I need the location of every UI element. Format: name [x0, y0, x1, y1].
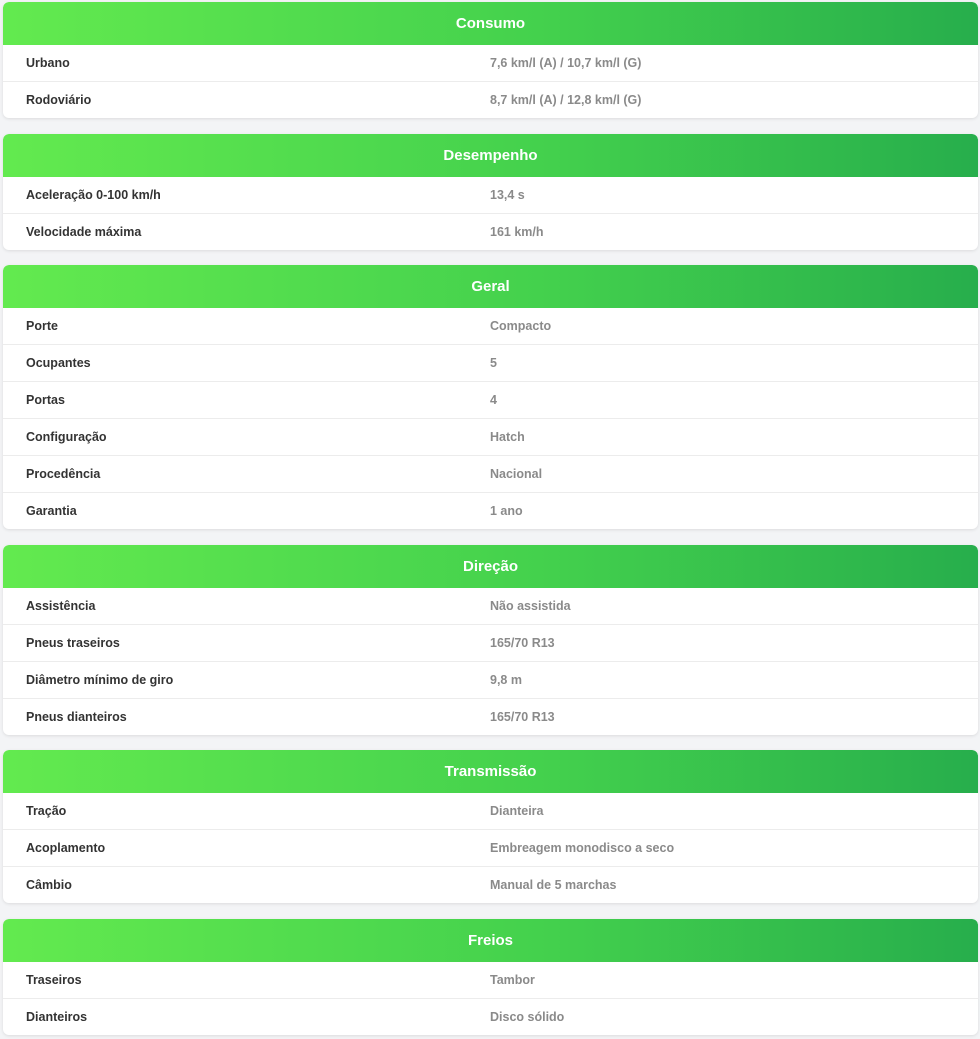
spec-value: Não assistida: [490, 599, 571, 613]
spec-value: Compacto: [490, 319, 552, 333]
spec-row: [3, 177, 978, 214]
spec-row: [3, 382, 978, 419]
section-title: Geral: [3, 265, 978, 308]
spec-value: Tambor: [490, 973, 535, 987]
spec-value: 5: [490, 356, 497, 370]
spec-value: Dianteira: [490, 804, 544, 818]
spec-row: [3, 662, 978, 699]
spec-card-geral: [3, 265, 978, 529]
spec-row: [3, 456, 978, 493]
spec-label: Ocupantes: [26, 356, 91, 370]
spec-value: 9,8 m: [490, 673, 522, 687]
spec-value: Disco sólido: [490, 1010, 565, 1024]
spec-row: [3, 999, 978, 1035]
spec-card-direcao: [3, 545, 978, 735]
spec-label: Portas: [26, 393, 65, 407]
spec-value: 4: [490, 393, 497, 407]
spec-value: Manual de 5 marchas: [490, 878, 617, 892]
section-title: Consumo: [3, 2, 978, 45]
spec-value: 13,4 s: [490, 188, 525, 202]
spec-row: [3, 82, 978, 118]
spec-value: 161 km/h: [490, 225, 544, 239]
spec-value: Nacional: [490, 467, 543, 481]
spec-row: [3, 308, 978, 345]
spec-label: Traseiros: [26, 973, 82, 987]
spec-row: [3, 962, 978, 999]
spec-label: Procedência: [26, 467, 101, 481]
spec-label: Pneus traseiros: [26, 636, 120, 650]
spec-value: 165/70 R13: [490, 710, 555, 724]
spec-value: Hatch: [490, 430, 525, 444]
spec-card-transmissao: [3, 750, 978, 903]
spec-label: Garantia: [26, 504, 77, 518]
spec-row: [3, 588, 978, 625]
spec-value: Embreagem monodisco a seco: [490, 841, 675, 855]
spec-row: [3, 867, 978, 903]
spec-label: Diâmetro mínimo de giro: [26, 673, 174, 687]
spec-value: 7,6 km/l (A) / 10,7 km/l (G): [490, 56, 642, 70]
section-title: Desempenho: [3, 134, 978, 177]
spec-card-freios: [3, 919, 978, 1035]
spec-row: [3, 45, 978, 82]
spec-label: Acoplamento: [26, 841, 106, 855]
section-title: Direção: [3, 545, 978, 588]
spec-label: Pneus dianteiros: [26, 710, 127, 724]
spec-label: Tração: [26, 804, 67, 818]
spec-row: [3, 793, 978, 830]
spec-label: Dianteiros: [26, 1010, 88, 1024]
spec-label: Aceleração 0-100 km/h: [26, 188, 161, 202]
spec-label: Assistência: [26, 599, 96, 613]
spec-row: [3, 493, 978, 529]
spec-label: Velocidade máxima: [26, 225, 142, 239]
spec-value: 8,7 km/l (A) / 12,8 km/l (G): [490, 93, 642, 107]
spec-label: Urbano: [26, 56, 70, 70]
section-title: Transmissão: [3, 750, 978, 793]
spec-row: [3, 214, 978, 250]
spec-label: Porte: [26, 319, 58, 333]
spec-row: [3, 625, 978, 662]
spec-value: 1 ano: [490, 504, 523, 518]
spec-label: Rodoviário: [26, 93, 92, 107]
spec-row: [3, 345, 978, 382]
spec-card-desempenho: [3, 134, 978, 250]
spec-row: [3, 830, 978, 867]
section-title: Freios: [3, 919, 978, 962]
spec-card-consumo: [3, 2, 978, 118]
spec-row: [3, 419, 978, 456]
spec-row: [3, 699, 978, 735]
spec-value: 165/70 R13: [490, 636, 555, 650]
spec-label: Configuração: [26, 430, 107, 444]
spec-label: Câmbio: [26, 878, 72, 892]
